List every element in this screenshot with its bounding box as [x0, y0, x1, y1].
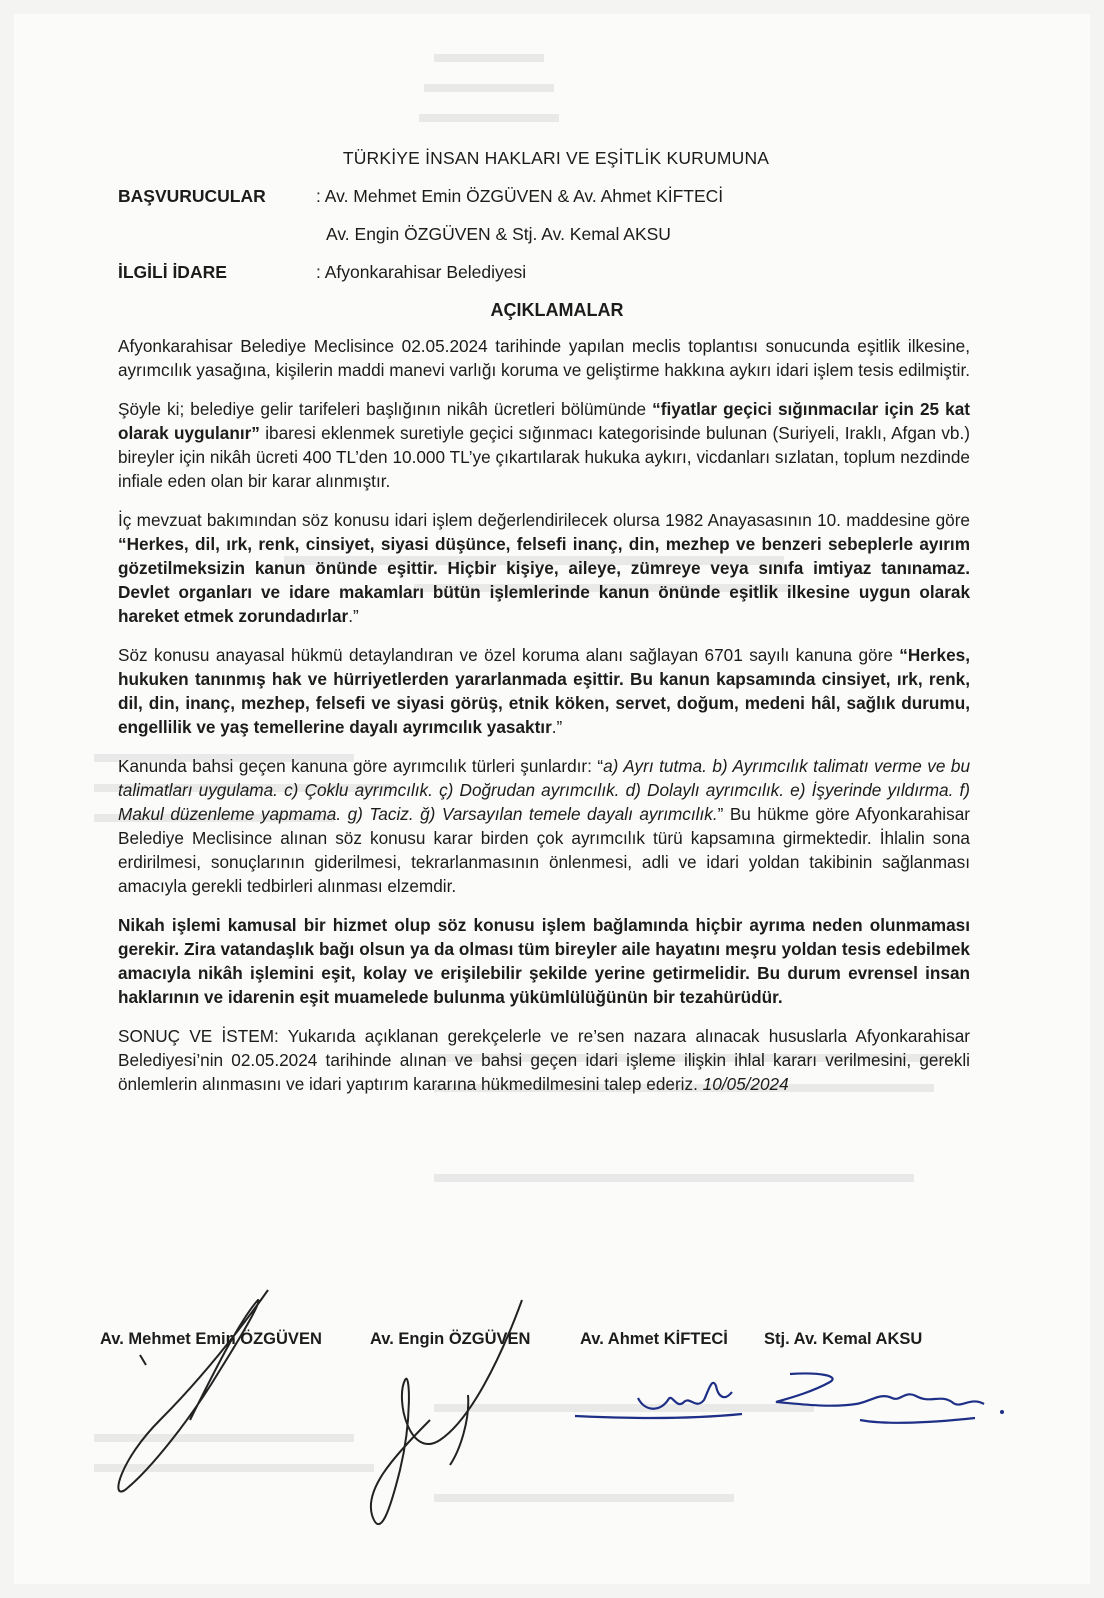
applicants-label: BAŞVURUCULAR [118, 186, 266, 206]
document-date: 10/05/2024 [702, 1074, 789, 1094]
paragraph-3-text-c: .” [348, 606, 359, 626]
section-title: AÇIKLAMALAR [490, 300, 624, 320]
paragraph-4 [118, 643, 970, 739]
paragraph-1: Afyonkarahisar Belediye Meclisince 02.05.2024 tarihinde yapılan meclis toplantısı sonucunda eşitlik ilkesine, ayrımcılık yasağına, kişilerin maddi manevi varlığı koruma ve geliştirme hakkına aykırı idari işlem tesis edilmiştir. [118, 336, 971, 380]
paragraph-5-text-c: ” Bu hükme göre Afyonkarahisar Belediye Meclisince alınan söz konusu karar birden çok ayrımcılık türü kapsamına girmektedir. İhlalin sona erdirilmesi, sonuçlarının giderilmesi, tekrarlanmasının önlenmesi, adli ve idari yoldan takibinin sağlanması amacıyla gerekli tedbirleri alınması elzemdir. [118, 804, 970, 896]
signatory-name-2: Av. Engin ÖZGÜVEN [370, 1330, 531, 1348]
letter-body [118, 146, 970, 1096]
paragraph-2-text-c: ibaresi eklenmek suretiyle geçici sığınmacı kategorisinde bulunan (Suriyeli, Iraklı, Afgan vb.) bireyler için nikâh ücreti 400 TL’den 10.000 TL’ye çıkartılarak hukuka aykırı, vicdanları sızlatan, toplum nezdinde infiale eden olan bir karar alınmıştır. [118, 423, 970, 491]
paragraph-4-quote: “Herkes, hukuken tanınmış hak ve hürriyetlerden yararlanmada eşittir. Bu kanun kapsamında cinsiyet, ırk, renk, dil, din, inanç, mezhep, felsefi ve siyasi görüş, etnik köken, servet, doğum, medeni hâl, sağlık durumu, engellilik ve yaş temellerine dayalı ayrımcılık yasaktır [118, 645, 970, 737]
signatories-row [100, 1330, 950, 1349]
paragraph-7-text: SONUÇ VE İSTEM: Yukarıda açıklanan gerekçelerle ve re’sen nazara alınacak hususlarla Afyonkarahisar Belediyesi’nin 02.05.2024 tarihinde alınan ve bahsi geçen idari işleme ilişkin ihlal kararı verilmesini, gerekli önlemlerin alınmasını ve idari yaptırım kararına hükmedilmesini talep ederiz. [118, 1026, 970, 1094]
paragraph-3 [118, 508, 970, 628]
signatory-name-1: Av. Mehmet Emin ÖZGÜVEN [100, 1330, 322, 1348]
paragraph-2-quote: “fiyatlar geçici sığınmacılar için 25 kat olarak uygulanır” [118, 399, 971, 443]
authority-row [118, 260, 970, 284]
paragraph-3-quote: “Herkes, dil, ırk, renk, cinsiyet, siyasi düşünce, felsefi inanç, din, mezhep ve benzeri sebeplerle ayırım gözetilmeksizin kanun önünde eşittir. Hiçbir kişiye, aileye, zümreye veya sınıfa imtiyaz tanınamaz. Devlet organları ve idare makamları bütün işlemlerinde kanun önünde eşitlik ilkesine uygun olarak hareket etmek zorundadırlar [118, 534, 970, 626]
paragraph-6: Nikah işlemi kamusal bir hizmet olup söz konusu işlem bağlamında hiçbir ayrıma neden olunmaması gerekir. Zira vatandaşlık bağı olsun ya da olması tüm bireyler aile hayatını meşru yoldan tesis edebilmek amacıyla nikâh işlemini eşit, kolay ve erişilebilir şekilde yerine getirmelidir. Bu durum evrensel insan haklarının ve idarenin eşit muamelede bulunma yükümlülüğünün bir tezahürüdür. [118, 915, 970, 1007]
paragraph-7 [118, 1024, 970, 1096]
paragraph-5 [118, 754, 970, 898]
paragraph-5-text-a: Kanunda bahsi geçen kanuna göre ayrımcılık türleri şunlardır: “ [118, 756, 604, 776]
applicants-row [118, 184, 970, 208]
paragraph-5-list: a) Ayrı tutma. b) Ayrımcılık talimatı verme ve bu talimatları uygulama. c) Çoklu ayrımcılık. ç) Doğrudan ayrımcılık. d) Dolaylı ayrımcılık. e) İşyerinde yıldırma. f) Makul düzenleme yapmama. g) Taciz. ğ) Varsayılan temele dayalı ayrımcılık. [118, 756, 970, 824]
applicants-value-line2: Av. Engin ÖZGÜVEN & Stj. Av. Kemal AKSU [326, 224, 671, 244]
paragraph-4-text-c: .” [551, 717, 563, 737]
paragraph-4-text-a: Söz konusu anayasal hükmü detaylandıran ve özel koruma alanı sağlayan 6701 sayılı kanuna göre [118, 645, 900, 665]
document-title: TÜRKİYE İNSAN HAKLARI VE EŞİTLİK KURUMUNA [342, 148, 770, 168]
authority-value: : Afyonkarahisar Belediyesi [316, 262, 527, 282]
authority-label: İLGİLİ İDARE [118, 262, 227, 282]
signatory-name-3: Av. Ahmet KİFTECİ [580, 1330, 728, 1348]
applicants-value: : Av. Mehmet Emin ÖZGÜVEN & Av. Ahmet KİFTECİ [316, 186, 724, 206]
paragraph-2-text-a: Şöyle ki; belediye gelir tarifeleri başlığının nikâh ücretleri bölümünde [118, 399, 653, 419]
paragraph-2 [118, 397, 970, 493]
signatory-name-4: Stj. Av. Kemal AKSU [764, 1330, 923, 1348]
paragraph-3-text-a: İç mevzuat bakımından söz konusu idari işlem değerlendirilecek olursa 1982 Anayasasının 10. maddesine göre [118, 510, 970, 530]
